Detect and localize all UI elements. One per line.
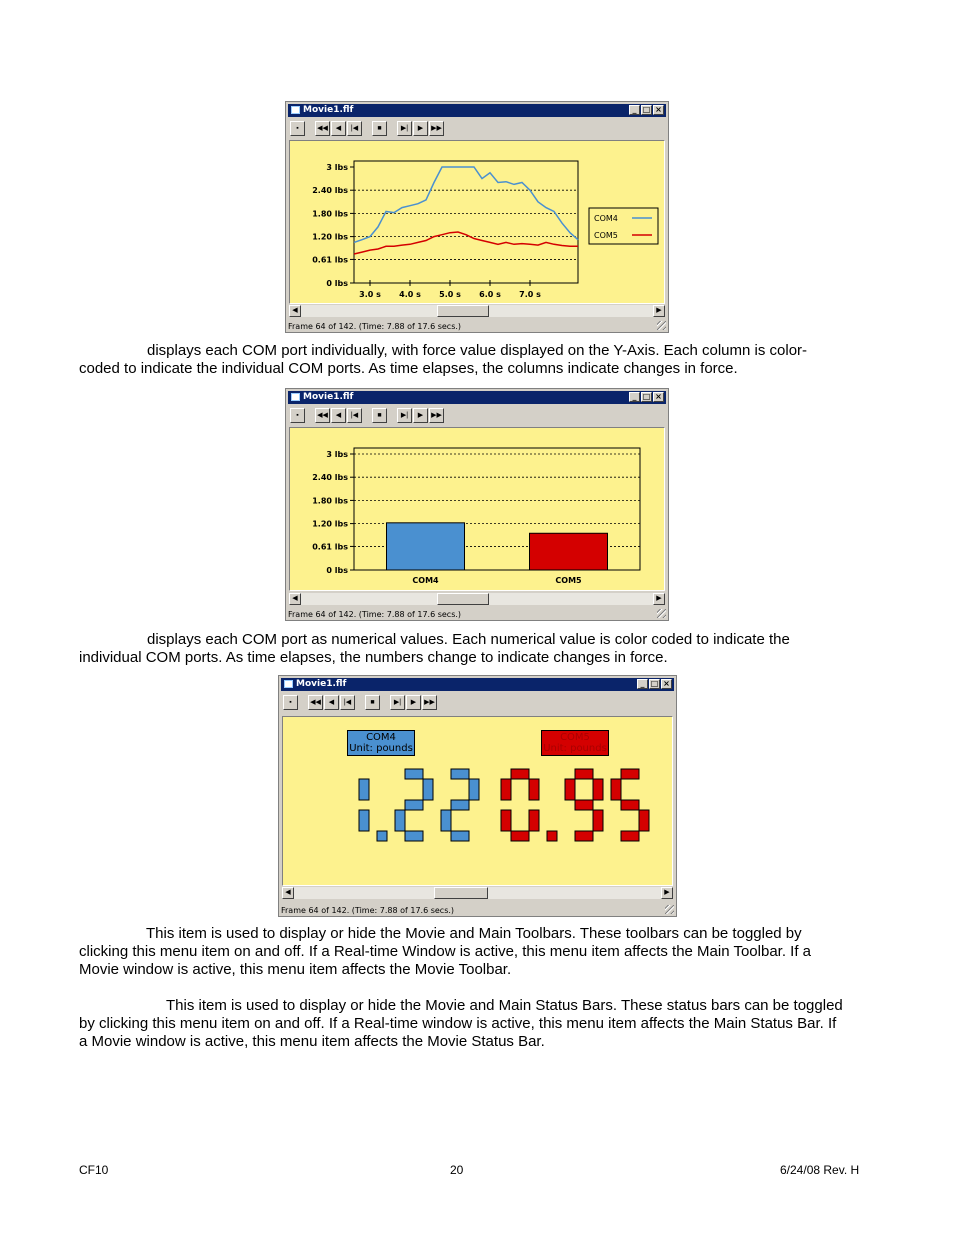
series-com4-line [354, 167, 578, 242]
paragraph-statusbar-2: by clicking this menu item on and off. If a Real-time window is active, this menu item affects the Main Status Bar. If [79, 1015, 837, 1032]
paragraph-statusbar-1: This item is used to display or hide the Movie and Main Status Bars. These status bars can be toggled [166, 997, 843, 1014]
digit-segment [405, 769, 423, 779]
scroll-right-arrow-icon[interactable]: ▶ [653, 593, 665, 605]
x-category-label: COM4 [412, 576, 439, 585]
to-end-icon[interactable]: ▶| [397, 121, 412, 136]
digit-segment [611, 779, 621, 800]
digit-segment [441, 810, 451, 831]
digital-display-area [282, 716, 673, 886]
y-tick-label: 0.61 lbs [312, 542, 348, 552]
close-button[interactable]: × [661, 679, 672, 689]
y-tick-label: 2.40 lbs [312, 473, 348, 483]
x-tick-label: 6.0 s [479, 290, 501, 299]
close-button[interactable]: × [653, 392, 664, 402]
maximize-button[interactable]: □ [650, 679, 659, 688]
digit-segment [451, 769, 469, 779]
scroll-left-arrow-icon[interactable]: ◀ [282, 887, 294, 899]
y-tick-label: 0 lbs [326, 566, 348, 575]
com5-label-port: COM5 [560, 732, 590, 743]
bar-chart [290, 428, 665, 591]
digit-segment [395, 810, 405, 831]
window-title: Movie1.flf [303, 392, 354, 402]
plot-frame [354, 161, 578, 283]
save-icon[interactable]: ▪ [290, 121, 305, 136]
paragraph-toolbar-2: clicking this menu item on and off. If a Real-time Window is active, this menu item affects the Main Toolbar. If a [79, 943, 812, 960]
digit-segment [575, 800, 593, 810]
save-icon[interactable]: ▪ [283, 695, 298, 710]
save-icon[interactable]: ▪ [290, 408, 305, 423]
close-button[interactable]: × [653, 105, 664, 115]
rewind-icon[interactable]: ◀◀ [315, 121, 330, 136]
play-icon[interactable]: ▶ [406, 695, 421, 710]
y-tick-label: 3 lbs [326, 450, 348, 459]
digit-segment [529, 810, 539, 831]
window-app-icon [291, 106, 300, 114]
bar-com5 [530, 533, 608, 570]
y-tick-label: 2.40 lbs [312, 186, 348, 196]
digit-segment [621, 800, 639, 810]
scroll-right-arrow-icon[interactable]: ▶ [661, 887, 673, 899]
resize-grip-icon[interactable] [657, 609, 666, 618]
digit-segment [501, 810, 511, 831]
resize-grip-icon[interactable] [665, 905, 674, 914]
minimize-button[interactable]: _ [629, 392, 640, 402]
stop-icon[interactable]: ■ [372, 408, 387, 423]
paragraph-digital-description-1: displays each COM port as numerical values. Each numerical value is color coded to indicate the [147, 631, 790, 648]
digit-segment [593, 810, 603, 831]
x-tick-label: 7.0 s [519, 290, 541, 299]
movie-window-line [285, 101, 669, 333]
x-category-label: COM5 [555, 576, 582, 585]
paragraph-toolbar-3: Movie window is active, this menu item affects the Movie Toolbar. [79, 961, 512, 978]
com4-value [359, 769, 479, 841]
maximize-button[interactable]: □ [642, 392, 651, 401]
minimize-button[interactable]: _ [637, 679, 648, 689]
paragraph-bar-description-1: displays each COM port individually, with force value displayed on the Y-Axis. Each column is color- [147, 342, 808, 359]
window-titlebar[interactable] [281, 678, 674, 691]
legend-com5-label: COM5 [594, 231, 618, 240]
legend-com4-label: COM4 [594, 214, 618, 223]
digit-segment [451, 800, 469, 810]
paragraph-bar-description-2: coded to indicate the individual COM ports. As time elapses, the columns indicate changes in force. [79, 360, 738, 377]
fast-forward-icon[interactable]: ▶▶ [429, 121, 444, 136]
step-back-icon[interactable]: ◀ [331, 408, 346, 423]
horizontal-scrollbar[interactable] [282, 887, 673, 899]
to-end-icon[interactable]: ▶| [397, 408, 412, 423]
stop-icon[interactable]: ■ [365, 695, 380, 710]
movie-window-bar [285, 388, 669, 621]
digit-segment [621, 831, 639, 841]
status-bar-text: Frame 64 of 142. (Time: 7.88 of 17.6 secs.) [281, 906, 455, 915]
digit-segment [359, 779, 369, 800]
bar-com4 [387, 523, 465, 570]
digit-segment [469, 779, 479, 800]
movie-toolbar [290, 406, 444, 425]
footer-left: CF10 [79, 1163, 109, 1177]
digit-segment [359, 810, 369, 831]
to-start-icon[interactable]: |◀ [347, 408, 362, 423]
x-tick-label: 5.0 s [439, 290, 461, 299]
window-titlebar[interactable] [288, 391, 666, 404]
fast-forward-icon[interactable]: ▶▶ [422, 695, 437, 710]
status-bar-text: Frame 64 of 142. (Time: 7.88 of 17.6 secs.) [288, 610, 462, 619]
x-tick-label: 4.0 s [399, 290, 421, 299]
digit-segment [575, 769, 593, 779]
line-chart [290, 141, 665, 304]
bar-chart-area [289, 427, 665, 591]
digit-segment [639, 810, 649, 831]
to-end-icon[interactable]: ▶| [390, 695, 405, 710]
to-start-icon[interactable]: |◀ [347, 121, 362, 136]
scroll-thumb[interactable] [437, 305, 489, 317]
step-back-icon[interactable]: ◀ [331, 121, 346, 136]
com4-label-port: COM4 [366, 732, 396, 743]
digit-segment [501, 779, 511, 800]
movie-toolbar [283, 693, 437, 712]
digital-readout [283, 717, 673, 886]
paragraph-digital-description-2: individual COM ports. As time elapses, the numbers change to indicate changes in force. [79, 649, 668, 666]
paragraph-statusbar-3: a Movie window is active, this menu item affects the Movie Status Bar. [79, 1033, 545, 1050]
horizontal-scrollbar[interactable] [289, 593, 665, 605]
rewind-icon[interactable]: ◀◀ [315, 408, 330, 423]
digit-segment [621, 769, 639, 779]
window-title: Movie1.flf [296, 679, 347, 689]
y-tick-label: 1.80 lbs [312, 496, 348, 506]
digit-segment [405, 831, 423, 841]
scroll-thumb[interactable] [434, 887, 488, 899]
status-bar-text: Frame 64 of 142. (Time: 7.88 of 17.6 secs.) [288, 322, 462, 331]
footer-right: 6/24/08 Rev. H [780, 1163, 860, 1177]
minimize-button[interactable]: _ [629, 105, 640, 115]
digit-segment [423, 779, 433, 800]
y-tick-label: 0.61 lbs [312, 255, 348, 265]
y-tick-label: 1.80 lbs [312, 209, 348, 219]
digit-segment [511, 831, 529, 841]
y-tick-label: 3 lbs [326, 163, 348, 172]
series-com5-line [354, 232, 578, 254]
scroll-thumb[interactable] [437, 593, 489, 605]
x-tick-label: 3.0 s [359, 290, 381, 299]
digit-segment [575, 831, 593, 841]
y-tick-label: 1.20 lbs [312, 519, 348, 529]
paragraph-toolbar-1: This item is used to display or hide the Movie and Main Toolbars. These toolbars can be toggled by [146, 925, 802, 942]
stop-icon[interactable]: ■ [372, 121, 387, 136]
footer-page-number: 20 [450, 1163, 464, 1177]
scroll-right-arrow-icon[interactable]: ▶ [653, 305, 665, 317]
digit-segment [565, 779, 575, 800]
to-start-icon[interactable]: |◀ [340, 695, 355, 710]
resize-grip-icon[interactable] [657, 321, 666, 330]
movie-window-digital [278, 675, 677, 917]
digit-segment [405, 800, 423, 810]
com5-value [501, 769, 649, 841]
window-title: Movie1.flf [303, 105, 354, 115]
fast-forward-icon[interactable]: ▶▶ [429, 408, 444, 423]
window-titlebar[interactable] [288, 104, 666, 117]
y-tick-label: 1.20 lbs [312, 232, 348, 242]
window-app-icon [291, 393, 300, 401]
digit-segment [593, 779, 603, 800]
com5-label-unit: Unit: pounds [543, 743, 607, 754]
scroll-left-arrow-icon[interactable]: ◀ [289, 305, 301, 317]
digit-segment [511, 769, 529, 779]
scroll-left-arrow-icon[interactable]: ◀ [289, 593, 301, 605]
play-icon[interactable]: ▶ [413, 408, 428, 423]
line-chart-area [289, 140, 665, 304]
decimal-point [377, 831, 387, 841]
maximize-button[interactable]: □ [642, 105, 651, 114]
y-tick-label: 0 lbs [326, 279, 348, 288]
step-back-icon[interactable]: ◀ [324, 695, 339, 710]
digit-segment [529, 779, 539, 800]
rewind-icon[interactable]: ◀◀ [308, 695, 323, 710]
digit-segment [451, 831, 469, 841]
movie-toolbar [290, 119, 444, 138]
com4-label-unit: Unit: pounds [349, 743, 413, 754]
horizontal-scrollbar[interactable] [289, 305, 665, 317]
decimal-point [547, 831, 557, 841]
play-icon[interactable]: ▶ [413, 121, 428, 136]
window-app-icon [284, 680, 293, 688]
